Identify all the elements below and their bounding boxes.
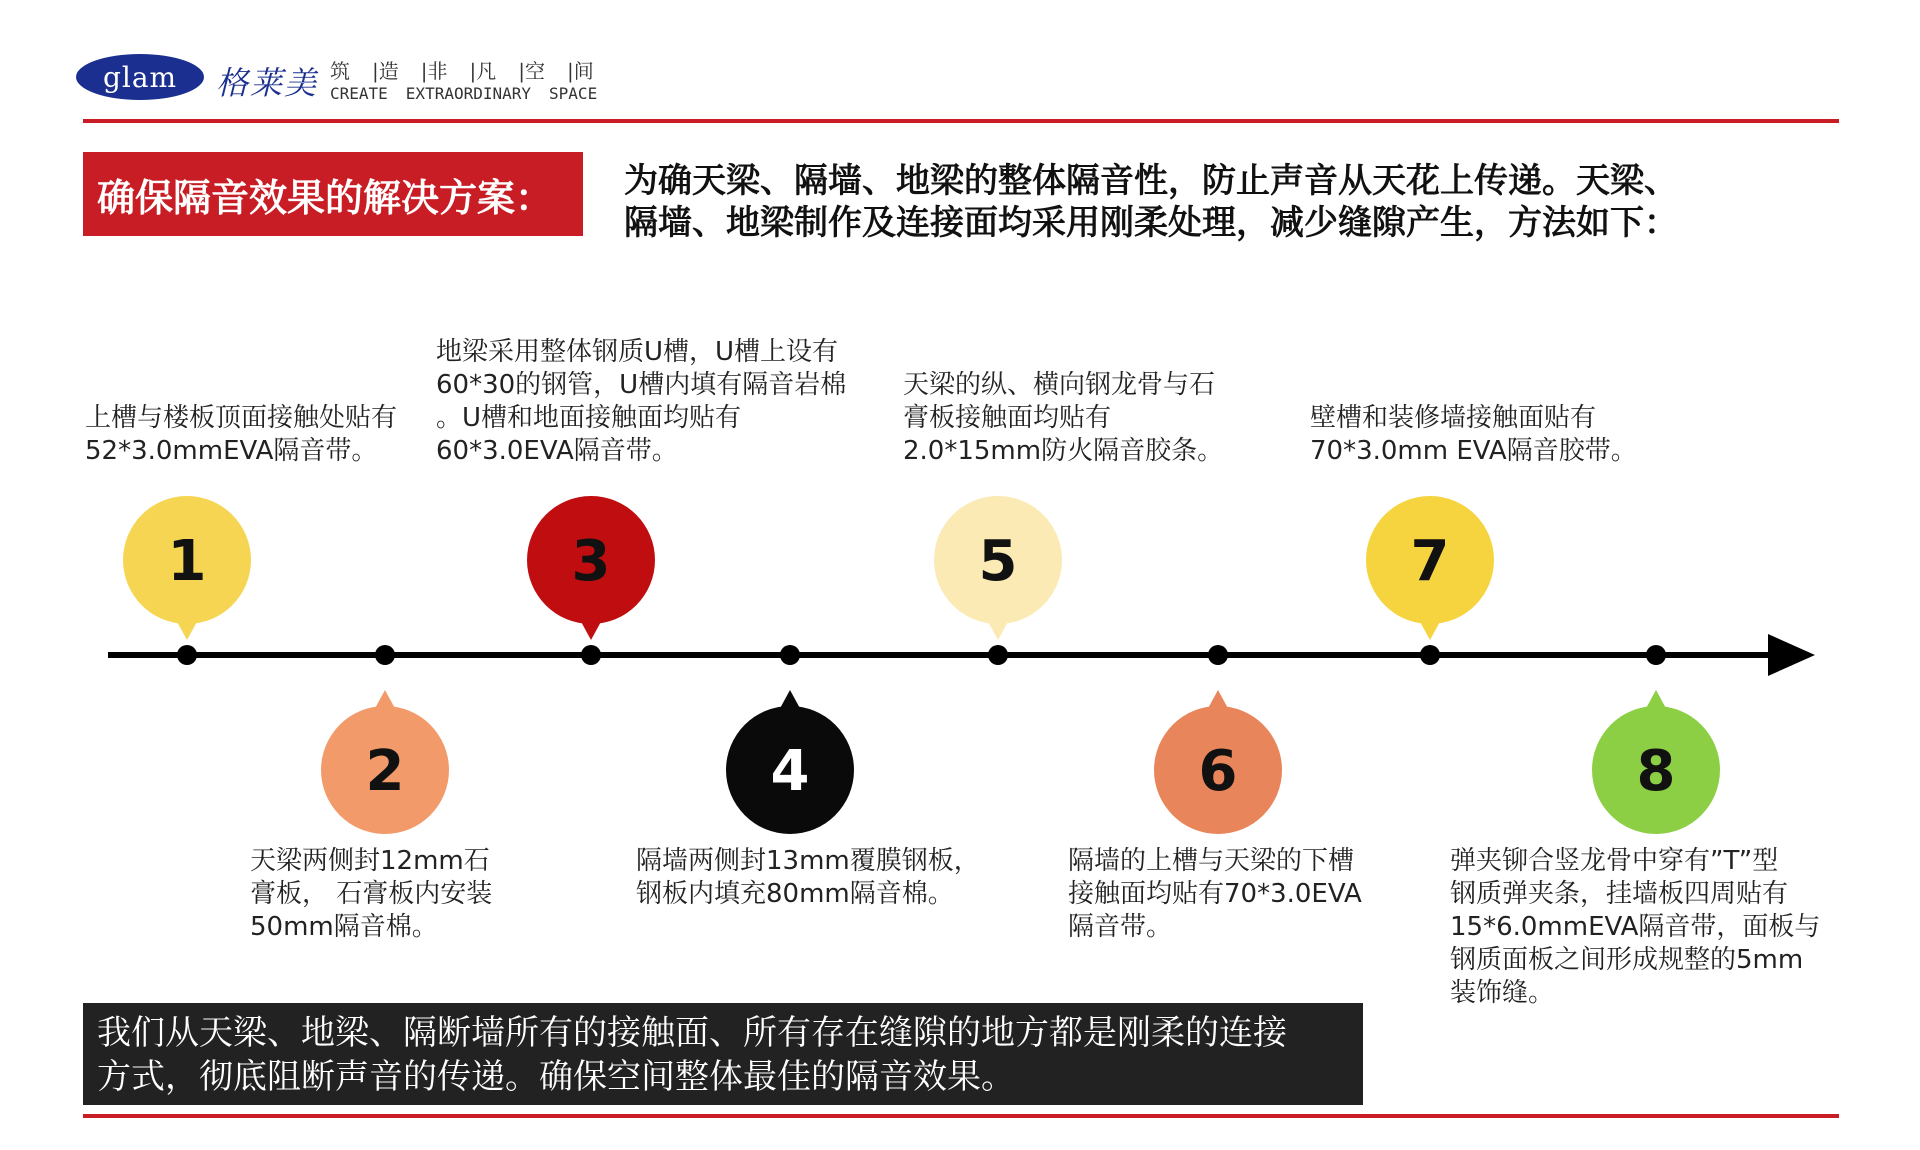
step-number: 1 (167, 529, 207, 594)
summary-line: 我们从天梁、地梁、隔断墙所有的接触面、所有存在缝隙的地方都是刚柔的连接 (97, 1013, 1287, 1053)
step-description-line: 70*3.0mm EVA隔音胶带。 (1310, 436, 1637, 466)
step-description-line: 钢质弹夹条，挂墙板四周贴有 (1450, 879, 1789, 909)
intro-line: 为确天梁、隔墙、地梁的整体隔音性，防止声音从天花上传递。天梁、 (624, 161, 1678, 201)
step-description (1068, 845, 1362, 944)
step-description (903, 369, 1223, 468)
bottom-divider (83, 1114, 1839, 1118)
timeline-arrowhead (1768, 634, 1815, 676)
step-description-line: 15*6.0mmEVA隔音带，面板与 (1450, 912, 1821, 942)
step-description-line: 60*3.0EVA隔音带。 (436, 436, 678, 466)
step-description-line: 50mm隔音棉。 (250, 912, 438, 942)
step-description (85, 402, 397, 468)
step-number: 6 (1198, 739, 1238, 804)
tagline-cn-char: |间 (567, 59, 594, 83)
timeline-dot (780, 645, 800, 665)
timeline-dot (177, 645, 197, 665)
tagline-cn-char: |造 (372, 59, 399, 83)
step-description-line: 隔音带。 (1068, 912, 1173, 942)
brand-name-cn: 格莱美 (216, 64, 319, 102)
tagline-en-word: EXTRAORDINARY (405, 84, 532, 103)
tagline-cn-char: |非 (420, 59, 448, 83)
tagline-cn-char: |空 (518, 59, 545, 83)
step-number: 2 (365, 739, 405, 804)
summary-line: 方式，彻底阻断声音的传递。确保空间整体最佳的隔音效果。 (97, 1057, 1015, 1097)
step-description (1450, 845, 1820, 1010)
step-description-line: 52*3.0mmEVA隔音带。 (85, 436, 378, 466)
step-description-line: 上槽与楼板顶面接触处贴有 (85, 403, 398, 433)
step-description (436, 336, 846, 468)
step-number: 4 (770, 739, 810, 804)
step-description-line: 60*30的钢管，U槽内填有隔音岩棉 (436, 370, 847, 400)
step-description-line: 。U槽和地面接触面均贴有 (436, 403, 742, 433)
step-description-line: 天梁的纵、横向钢龙骨与石 (903, 370, 1216, 400)
step-description-line: 钢质面板之间形成规整的5mm (1450, 945, 1804, 975)
step-description-line: 隔墙两侧封13mm覆膜钢板， (636, 846, 980, 876)
step-description-line: 天梁两侧封12mm石 (250, 846, 490, 876)
step-description-line: 装饰缝。 (1450, 978, 1555, 1008)
timeline-dot (1208, 645, 1228, 665)
tagline-en-word: SPACE (549, 84, 598, 103)
timeline-dot (1646, 645, 1666, 665)
step-description-line: 膏板， 石膏板内安装 (250, 879, 493, 909)
step-description (1310, 402, 1637, 468)
step-description-line: 膏板接触面均贴有 (903, 403, 1112, 433)
tagline-en-word: CREATE (330, 84, 388, 103)
step-description-line: 壁槽和装修墙接触面贴有 (1310, 403, 1597, 433)
step-number: 5 (978, 529, 1018, 594)
step-number: 3 (571, 529, 611, 594)
step-number: 7 (1410, 529, 1450, 594)
step-description (250, 845, 492, 944)
section-title: 确保隔音效果的解决方案： (83, 152, 583, 236)
timeline-dot (1420, 645, 1440, 665)
timeline-dot (988, 645, 1008, 665)
tagline-cn-char: |凡 (469, 59, 497, 83)
step-description-line: 接触面均贴有70*3.0EVA (1068, 879, 1362, 909)
tagline-cn-char: 筑 (330, 59, 350, 83)
step-number: 8 (1636, 739, 1676, 804)
intro-line: 隔墙、地梁制作及连接面均采用刚柔处理，减少缝隙产生，方法如下： (624, 203, 1678, 243)
step-description-line: 钢板内填充80mm隔音棉。 (636, 879, 954, 909)
step-description-line: 隔墙的上槽与天梁的下槽 (1068, 846, 1355, 876)
step-description-line: 地梁采用整体钢质U槽，U槽上设有 (436, 337, 839, 367)
timeline-dot (581, 645, 601, 665)
step-description-line: 弹夹铆合竖龙骨中穿有”T”型 (1450, 846, 1779, 876)
brand-logo: glam (76, 54, 204, 100)
timeline-dot (375, 645, 395, 665)
summary-box (83, 1003, 1363, 1105)
step-description-line: 2.0*15mm防火隔音胶条。 (903, 436, 1224, 466)
step-description (636, 845, 980, 911)
